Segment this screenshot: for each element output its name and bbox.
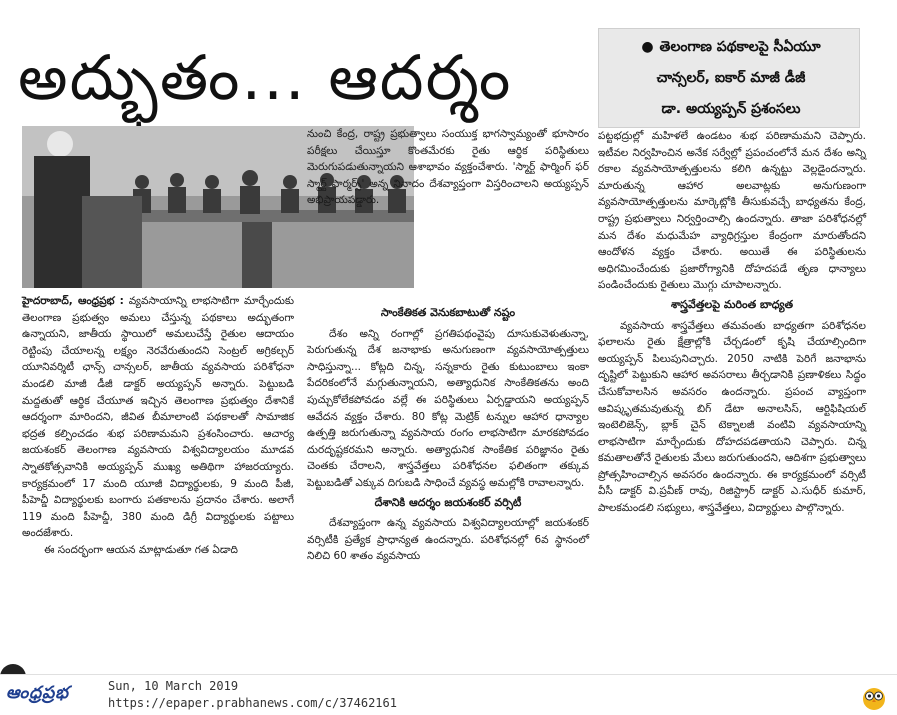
bullet-icon: ● (641, 39, 654, 55)
footer-bar (0, 674, 897, 715)
headline: అద్భుతం... ఆదర్శం (18, 41, 513, 114)
subhead-line-2: చాన్సలర్, ఐకార్ మాజీ డీజీ (656, 70, 806, 86)
subhead-line-1 (609, 32, 853, 63)
subhead-box (598, 28, 860, 128)
edition-date: Sun, 10 March 2019 (108, 679, 239, 693)
andhra-prabha-logo[interactable]: ఆంధ్రప్రభ (6, 683, 70, 703)
col3-paragraph-2: వ్యవసాయ శాస్త్రవేత్తలు తమవంతు బాధ్యతగా పరిశోధనల ఫలాలను రైతు క్షేత్రాల్లోకి చేర్చడంలో కృషి చేయాల్సిందిగా అయ్యప్పన్ పిలుపునిచ్చారు. 2050 నాటికి పెరిగే జనాభాను దృష్టిలో పెట్టుకుని ఆహార అవసరాలు తీర్చడానికి ప్రణాళికలు సిద్ధం చేసుకోవాలసిన అవసరం ఉందన్నారు. ప్రపంచ వ్యాప్తంగా ఆవిష్కృతమవుతున్న బిగ్ డేటా అనాలసిస్, ఆర్టిఫిషియల్ ఇంటెలిజెన్స్, బ్లాక్ చైన్ టెక్నాలజీ వంటివి వ్యవసాయాన్ని లాభసాటిగా మార్చేందుకు దోహదపడతాయని చెప్పారు. చిన్న కమతాలతోనే రైతులకు మేలు జరుగుతుందని, ఆదిశగా ప్రభుత్వాలు ప్రోత్సహించాల్సిన అవసరం ఉందన్నారు. ఈ కార్యక్రమంలో వర్సిటీ వీసీ డాక్టర్ వి.ప్రవీణ్ రావు, రిజిస్ట్రార్ డాక్టర్ ఎ.సుధీర్ కుమార్, పాలకమండలి సభ్యులు, శాస్త్రవేత్తలు, విద్యార్థులు పాల్గొన్నారు. (598, 319, 866, 515)
article-column-3 (598, 128, 866, 628)
subhead-line-3: డా. అయ్యప్పన్ ప్రశంసలు (661, 101, 801, 117)
dateline: హైదరాబాద్, ఆంధ్రప్రభ : (22, 295, 124, 307)
article-column-1 (22, 293, 294, 633)
subhead-line-1-text: తెలంగాణ పథకాలపై సీఏయూ (659, 39, 821, 55)
col2-paragraph-2: దేశం అన్ని రంగాల్లో ప్రగతిపథంవైపు దూసుకువెళుతున్నా, పెరుగుతున్న దేశ జనాభాకు అనుగుణంగా వ్యవసాయోత్పత్తులు సాధిస్తున్నా... కోట్లది చిన్న, సన్నకారు రైతు కుటుంబాలు ఇంకా పేదరికంలోనే మగ్గుతున్నాయని, అత్యాధునిక సాంకేతికతను అంది పుచ్చుకోలేకపోవడం వల్లే ఈ పరిస్థితులు ఏర్పడ్డాయని అయ్యప్పన్ ఆవేదన వ్యక్తం చేశారు. 80 కోట్ల మెట్రిక్ టన్నుల ఆహార ధాన్యాల ఉత్పత్తి జరుగుతున్నా వ్యవసాయ రంగం లాభసాటిగా మారకపోవడం దురదృష్టకరమని అన్నారు. అత్యాధునిక సాంకేతిక పరిజ్ఞానం రైతు చెంతకు చేరాలని, శాస్త్రవేత్తలు పరిశోధనల ఫలితంగా తక్కువ పెట్టుబడితో ఎక్కువ దిగుబడి సాధించే వ్యవస్థ అమల్లోకి రావాలన్నారు. (307, 327, 589, 489)
col2-paragraph-1: నుంచి కేంద్ర, రాష్ట్ర ప్రభుత్వాలు సంయుక్త భాగస్వామ్యంతో భూసారం పరీక్షలు చేయిస్తూ కొంతమేరకు రైతు ఆర్థిక పరిస్థితులు మెరుగుపడుతున్నాయని ఆశాభావం వ్యక్తంచేశారు. 'స్మార్ట్ ఫార్మింగ్ ఫర్ స్మార్ట్ ఫార్మర్స్' అన్న నినాదం దేశవ్యాప్తంగా విస్తరించాలని అయ్యప్పన్ అభిప్రాయపడ్డారు. (307, 128, 589, 207)
col3-subheading-1: శాస్త్రవేత్తలపై మరింత బాధ్యత (670, 297, 794, 311)
epaper-url[interactable]: https://epaper.prabhanews.com/c/37462161 (108, 696, 397, 710)
col3-paragraph-1: పట్టభద్రుల్లో మహిళలే ఉండటం శుభ పరిణామమని చెప్పారు. ఇటీవల నిర్వహించిన అనేక సర్వేల్లో ప్రపంచంలోనే మన దేశం అన్ని రకాల వ్యవసాయోత్పత్తులను కలిగి ఉన్నట్టు వెల్లడైందన్నారు. మారుతున్న ఆహార అలవాట్లకు అనుగుణంగా వ్యవసాయోత్పత్తులను మార్కెట్లోకి తీసుకువచ్చే బాధ్యతను కేంద్ర, రాష్ట్ర ప్రభుత్వాలు నిర్వర్తించాల్సి ఉందన్నారు. తాజా పరిశోధనల్లో మన దేశం మధుమేహ వ్యాధిగ్రస్తుల కేంద్రంగా మారుతోందని ఆందోళన వ్యక్తం చేశారు. అయితే ఈ పరిస్థితులను అధిగమించేందుకు ప్రజారోగ్యానికి దోహదపడే తృణ ధాన్యాలు పండించేందుకు రైతులు మొగ్గు చూపాలన్నారు. (598, 130, 866, 292)
article-column-2 (307, 126, 589, 634)
footer-meta (108, 678, 397, 712)
col2-subheading-2: దేశానికి ఆదర్శం జయశంకర్ వర్సిటీ (374, 495, 522, 509)
col1-p1-text: వ్యవసాయాన్ని లాభసాటిగా మార్చేందుకు తెలంగాణ ప్రభుత్వం అమలు చేస్తున్న పథకాలు అద్భుతంగా ఉన్నాయని, జాతీయ స్థాయిలో అమలుచేస్తే రైతుల ఆదాయం రెట్టింపు చేయాలన్న లక్ష్యం నెరవేరుతుందని సెంట్రల్ అగ్రికల్చర్ యూనివర్శిటీ ఛాన్స్ చాన్సలర్, జాతీయ వ్యవసాయ పరిశోధనా మండలి మాజీ డీజీ డాక్టర్ అయ్యప్పన్ అన్నారు. పెట్టుబడి మద్దతుతో ఆర్థిక చేయూత ఇచ్చిన తెలంగాణ ప్రభుత్వం దేశానికే ఆదర్శంగా మారిందని, జీవిత బీమాలాంటి పథకాలతో సామాజిక భద్రత కల్పించడం శుభ పరిణామమని ప్రశంసించారు. ఆచార్య జయశంకర్ తెలంగాణ వ్యవసాయ విశ్వవిద్యాలయం మూడవ స్నాతకోత్సవానికి అయ్యప్పన్ ముఖ్య అతిథిగా హాజరయ్యారు. కార్యక్రమంలో 17 మంది యూజీ విద్యార్థులకు, 9 మంది పీజీ, పీహెచ్డీ విద్యార్థులకు బంగారు పతకాలను ప్రదానం చేశారు. అలాగే 119 మంది పీహెచ్డీ, 380 మంది డిగ్రీ విద్యార్థులకు పట్టాలు అందజేశారు. (22, 295, 294, 540)
owl-icon[interactable] (860, 683, 888, 711)
col2-subheading-1: సాంకేతికత వెనుకబాటుతో నష్టం (380, 306, 516, 319)
col2-paragraph-3: దేశవ్యాప్తంగా ఉన్న వ్యవసాయ విశ్వవిద్యాలయాల్లో జయశంకర్ వర్సిటీకి ప్రత్యేక ప్రాధాన్యత ఉందన్నారు. పరిశోధనల్లో 6వ స్థానంలో నిలిచి 60 శాతం వ్యవసాయ (307, 517, 589, 563)
col1-paragraph-1 (22, 293, 294, 542)
col1-paragraph-2: ఈ సందర్భంగా ఆయన మాట్లాడుతూ గత ఏడాది (44, 543, 238, 556)
